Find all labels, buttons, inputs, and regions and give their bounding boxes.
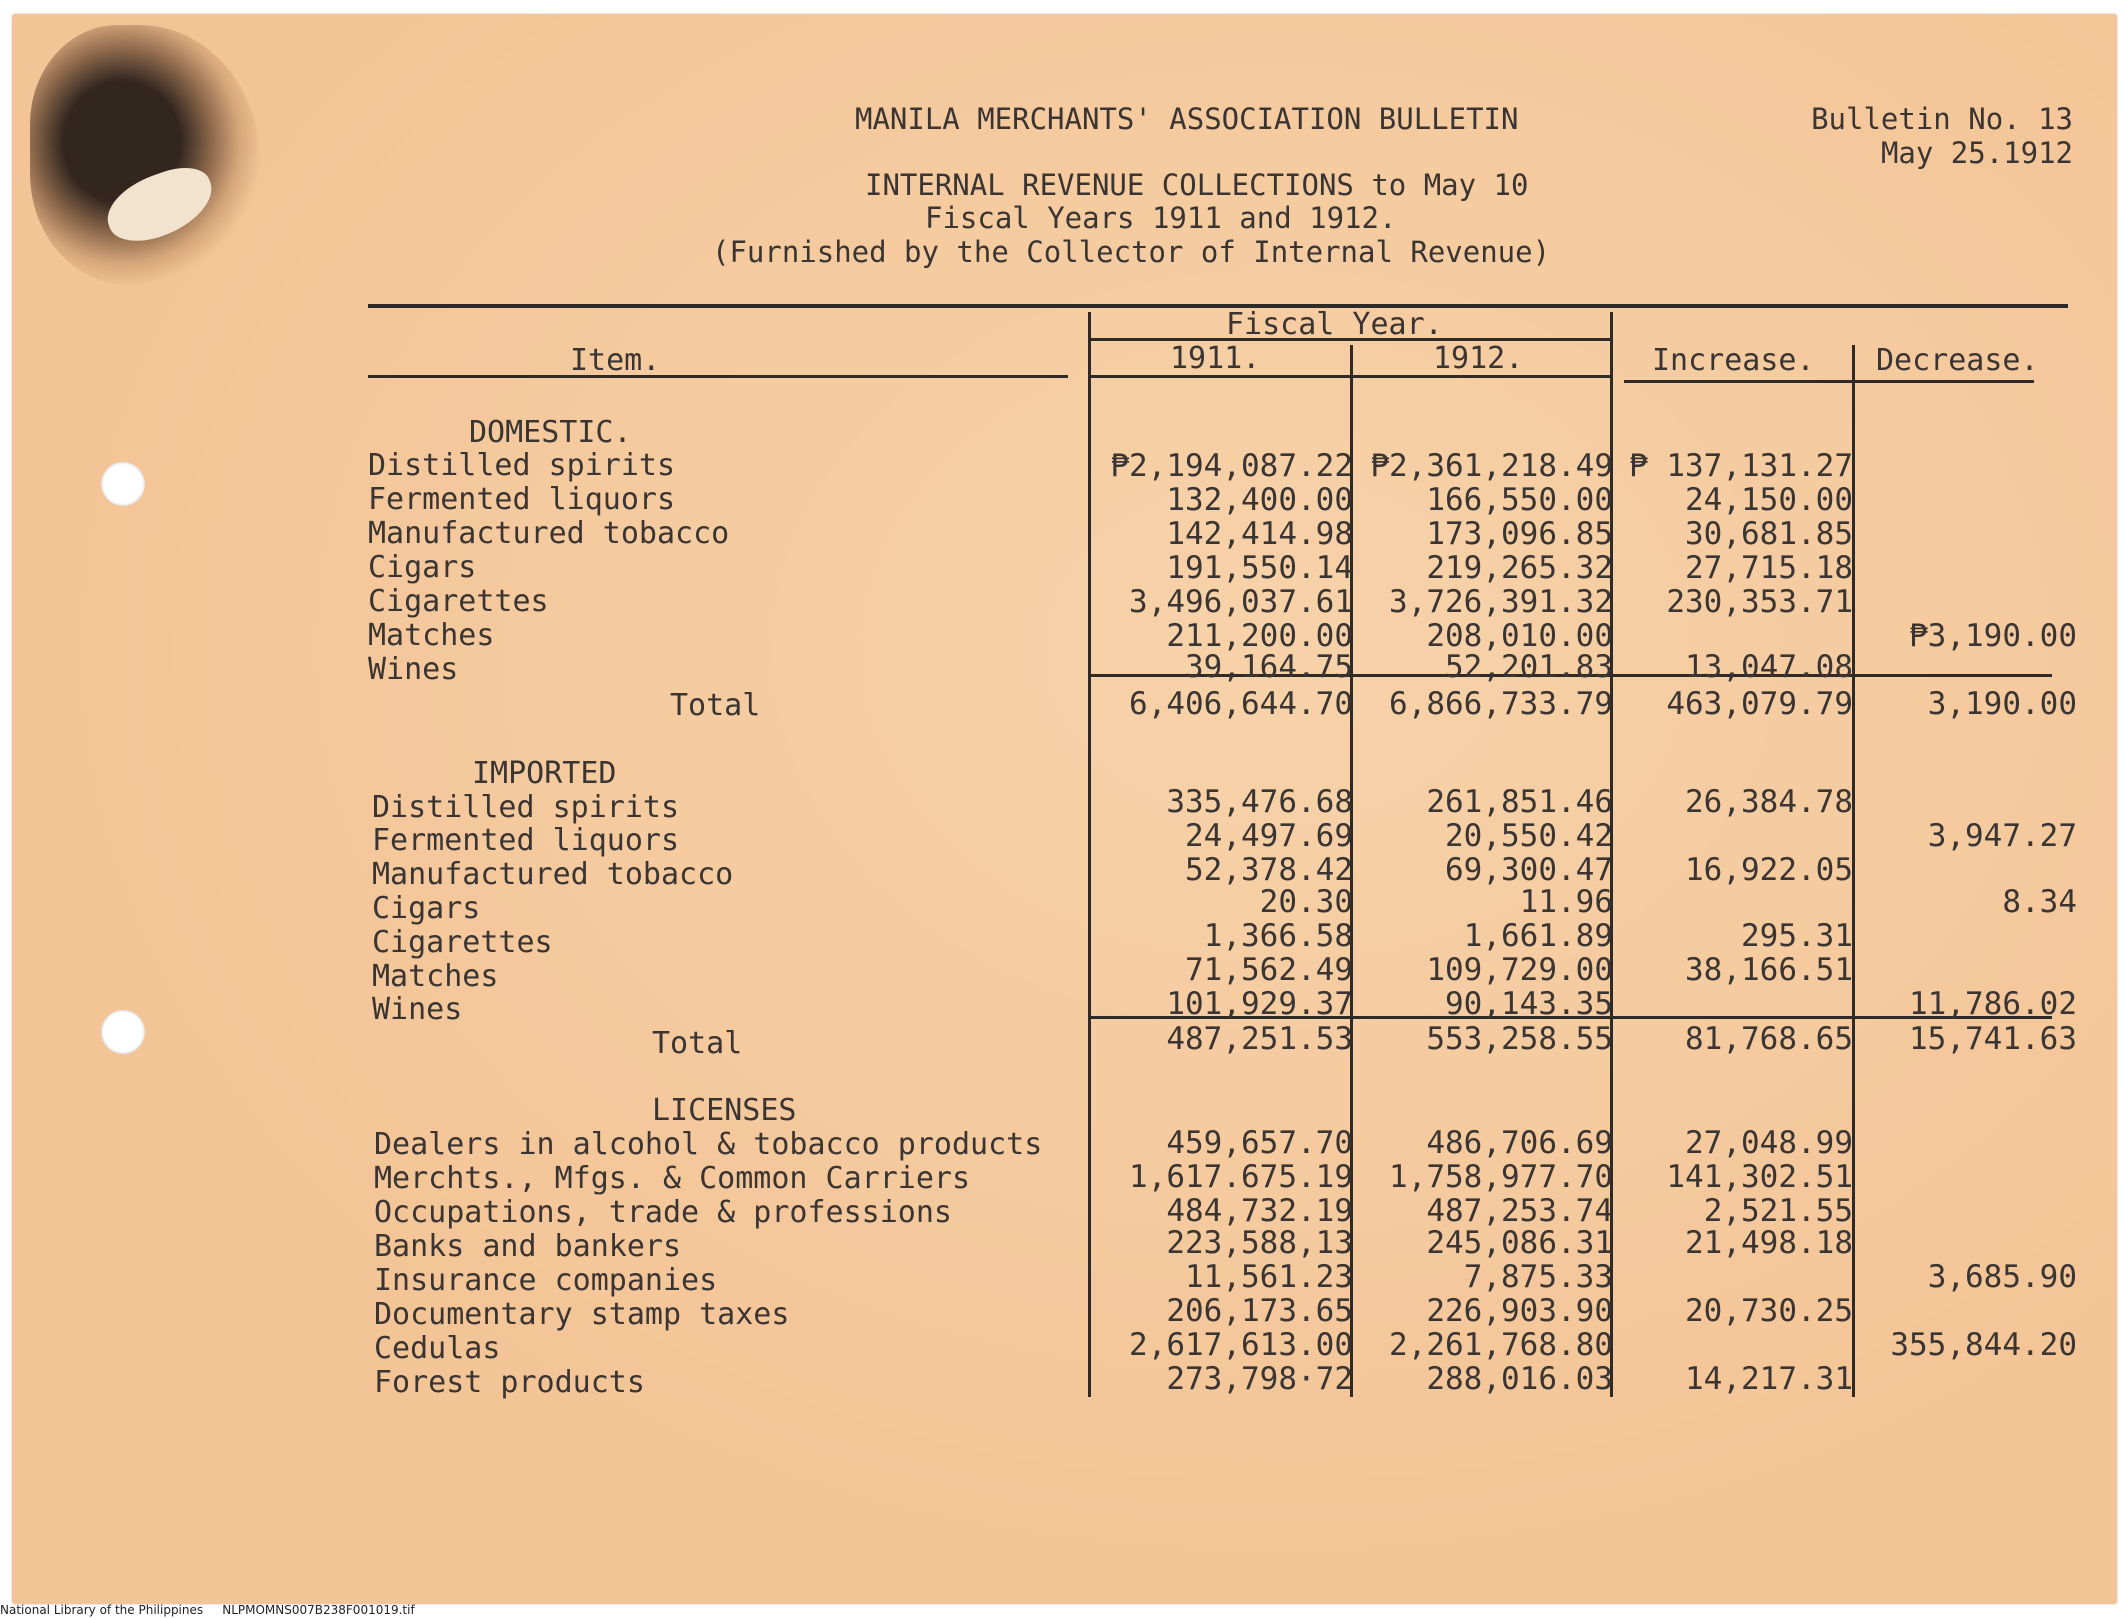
row-1911: 20.30 [1259,884,1353,920]
row-item: Banks and bankers [374,1229,682,1264]
row-increase: 38,166.51 [1685,952,1853,988]
row-1912: 219,265.32 [1426,550,1613,586]
row-1911: 206,173.65 [1166,1293,1353,1329]
row-increase: 26,384.78 [1685,784,1853,820]
section-heading-imported: IMPORTED [472,756,617,791]
column-rule-1911 [1088,312,1091,1397]
row-item: Cigarettes [372,925,553,960]
row-1912: 261,851.46 [1426,784,1613,820]
total-1911: 487,251.53 [1166,1021,1353,1057]
row-1912: 52,201.83 [1445,649,1613,685]
row-increase: 295.31 [1741,918,1853,954]
row-1911: 191,550.14 [1166,550,1353,586]
row-item: Manufactured tobacco [372,857,734,892]
row-item: Merchts., Mfgs. & Common Carriers [374,1161,971,1196]
row-decrease: 8.34 [2002,884,2077,920]
total-label: Total [670,688,761,723]
row-increase: ₱ 137,131.27 [1629,448,1853,484]
report-subtitle: Fiscal Years 1911 and 1912. [925,201,1397,235]
row-1912: 487,253.74 [1426,1193,1613,1229]
report-title: INTERNAL REVENUE COLLECTIONS to May 10 [865,168,1529,202]
row-1912: 109,729.00 [1426,952,1613,988]
row-1912: 166,550.00 [1426,482,1613,518]
year-1911-header: 1911. [1170,341,1261,376]
row-item: Cigars [368,550,477,585]
row-1911: 459,657.70 [1166,1125,1353,1161]
row-1912: 69,300.47 [1445,852,1613,888]
row-1912: ₱2,361,218.49 [1370,448,1613,484]
row-item: Fermented liquors [372,823,680,858]
row-1912: 2,261,768.80 [1389,1327,1613,1363]
year-1912-header: 1912. [1433,341,1524,376]
row-increase: 30,681.85 [1685,516,1853,552]
library-name: National Library of the Philippines [0,1603,204,1617]
item-column-header: Item. [570,343,661,378]
section-heading-licenses: LICENSES [652,1093,797,1128]
row-1911: 1,366.58 [1203,918,1353,954]
fiscal-year-header: Fiscal Year. [1226,307,1443,342]
total-1912: 553,258.55 [1426,1021,1613,1057]
report-source: (Furnished by the Collector of Internal Revenue) [712,235,1551,269]
row-item: Occupations, trade & professions [374,1195,952,1230]
decrease-header: Decrease. [1876,343,2039,378]
row-1912: 1,661.89 [1463,918,1613,954]
row-1912: 1,758,977.70 [1389,1159,1613,1195]
row-1912: 208,010.00 [1426,618,1613,654]
row-increase: 13,047.08 [1685,649,1853,685]
table-top-rule [368,304,2068,308]
row-1911: 211,200.00 [1166,618,1353,654]
change-header-underline [1624,380,2034,383]
total-label: Total [652,1026,743,1061]
row-1911: 2,617,613.00 [1129,1327,1353,1363]
row-item: Wines [372,992,463,1027]
row-increase: 14,217.31 [1685,1361,1853,1397]
row-increase: 16,922.05 [1685,852,1853,888]
row-1912: 288,016.03 [1426,1361,1613,1397]
burn-hole [98,158,222,252]
row-1911: 11,561.23 [1185,1259,1353,1295]
row-item: Cigars [372,891,481,926]
row-1912: 90,143.35 [1445,986,1613,1022]
row-1912: 11.96 [1519,884,1613,920]
row-increase: 20,730.25 [1685,1293,1853,1329]
row-increase: 24,150.00 [1685,482,1853,518]
punch-hole-top [101,462,145,506]
row-item: Cedulas [374,1331,501,1366]
row-1912: 245,086.31 [1426,1225,1613,1261]
row-1911: 484,732.19 [1166,1193,1353,1229]
row-1912: 486,706.69 [1426,1125,1613,1161]
row-1912: 173,096.85 [1426,516,1613,552]
row-item: Dealers in alcohol & tobacco products [374,1127,1043,1162]
increase-header: Increase. [1652,343,1815,378]
row-1911: 39,164.75 [1185,649,1353,685]
row-item: Cigarettes [368,584,549,619]
publication-title: MANILA MERCHANTS' ASSOCIATION BULLETIN [855,102,1519,136]
row-1911: 3,496,037.61 [1129,584,1353,620]
row-item: Distilled spirits [368,448,676,483]
years-header-underline [1088,375,1610,378]
total-1912: 6,866,733.79 [1389,686,1613,722]
total-increase: 81,768.65 [1685,1021,1853,1057]
row-1911: 71,562.49 [1185,952,1353,988]
row-1912: 20,550.42 [1445,818,1613,854]
row-item: Wines [368,652,459,687]
row-1911: 223,588,13 [1166,1225,1353,1261]
row-1911: 24,497.69 [1185,818,1353,854]
scan-caption [0,1603,415,1617]
row-1912: 7,875.33 [1463,1259,1613,1295]
row-increase: 230,353.71 [1666,584,1853,620]
row-decrease: 3,685.90 [1927,1259,2077,1295]
row-1911: 1,617.675.19 [1129,1159,1353,1195]
row-increase: 21,498.18 [1685,1225,1853,1261]
section-heading-domestic: DOMESTIC. [469,415,632,450]
row-1912: 226,903.90 [1426,1293,1613,1329]
row-1911: 52,378.42 [1185,852,1353,888]
row-decrease: 3,947.27 [1927,818,2077,854]
punch-hole-bottom [101,1010,145,1054]
row-1911: 273,798·72 [1166,1361,1353,1397]
total-decrease: 15,741.63 [1909,1021,2077,1057]
row-increase: 27,048.99 [1685,1125,1853,1161]
total-1911: 6,406,644.70 [1129,686,1353,722]
row-decrease: 355,844.20 [1890,1327,2077,1363]
row-decrease: ₱3,190.00 [1909,618,2077,654]
bulletin-number: Bulletin No. 13 [1811,102,2073,136]
item-header-underline [368,375,1068,378]
row-1911: 132,400.00 [1166,482,1353,518]
row-item: Insurance companies [374,1263,718,1298]
row-increase: 2,521.55 [1703,1193,1853,1229]
row-1912: 3,726,391.32 [1389,584,1613,620]
row-decrease: 11,786.02 [1909,986,2077,1022]
row-increase: 27,715.18 [1685,550,1853,586]
row-item: Distilled spirits [372,790,680,825]
row-item: Fermented liquors [368,482,676,517]
row-1911: ₱2,194,087.22 [1110,448,1353,484]
row-item: Manufactured tobacco [368,516,730,551]
row-increase: 141,302.51 [1666,1159,1853,1195]
row-item: Matches [368,618,495,653]
row-1911: 142,414.98 [1166,516,1353,552]
row-item: Matches [372,959,499,994]
row-1911: 335,476.68 [1166,784,1353,820]
scan-filename: NLPMOMNS007B238F001019.tif [222,1603,415,1617]
row-item: Documentary stamp taxes [374,1297,790,1332]
total-decrease: 3,190.00 [1927,686,2077,722]
total-increase: 463,079.79 [1666,686,1853,722]
bulletin-date: May 25.1912 [1880,136,2073,170]
row-item: Forest products [374,1365,645,1400]
row-1911: 101,929.37 [1166,986,1353,1022]
